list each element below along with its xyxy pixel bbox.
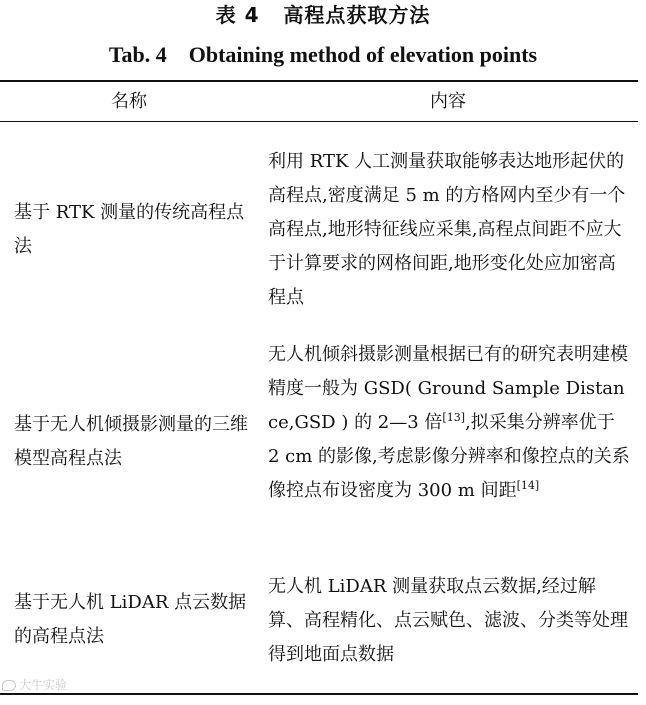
watermark-text: 大牛实验: [19, 678, 68, 692]
table-caption-cn: 表 4 高程点获取方法: [215, 3, 431, 27]
row-3-content: 无人机 LiDAR 测量获取点云数据,经过解算、高程精化、点云赋色、滤波、分类等处理得到地面点数据: [268, 576, 628, 665]
row-2-content-part-b: ,拟采集分辨率优于 2 cm 的影像,考虑影像分辨率和像控点的关系像控点布设密度为 300 m 间距: [268, 412, 630, 501]
citation-14: [14]: [516, 479, 540, 492]
table-top-rule: [0, 80, 638, 82]
row-2-name: 基于无人机倾摄影测量的三维模型高程点法: [14, 414, 248, 469]
table-bottom-rule: [0, 693, 638, 695]
row-1-name: 基于 RTK 测量的传统高程点法: [14, 202, 245, 257]
watermark: [2, 677, 67, 693]
row-2-content-part-a: 无人机倾斜摄影测量根据已有的研究表明建模精度一般为 GSD( Ground Sample Distance,GSD ) 的 2—3 倍: [268, 344, 628, 433]
table-header-rule: [0, 121, 638, 122]
chat-bubble-icon: [2, 680, 16, 691]
column-header-name: 名称: [111, 91, 147, 112]
row-3-name: 基于无人机 LiDAR 点云数据的高程点法: [14, 592, 247, 647]
column-header-content: 内容: [430, 91, 466, 112]
row-1-content: 利用 RTK 人工测量获取能够表达地形起伏的高程点,密度满足 5 m 的方格网内至少有一个高程点,地形特征线应采集,高程点间距不应大于计算要求的网格间距,地形变化处应加密高程点: [268, 151, 626, 308]
table-caption-en: Tab. 4 Obtaining method of elevation points: [108, 42, 538, 67]
citation-13: [13]: [442, 411, 466, 424]
row-2-content: [268, 338, 630, 508]
